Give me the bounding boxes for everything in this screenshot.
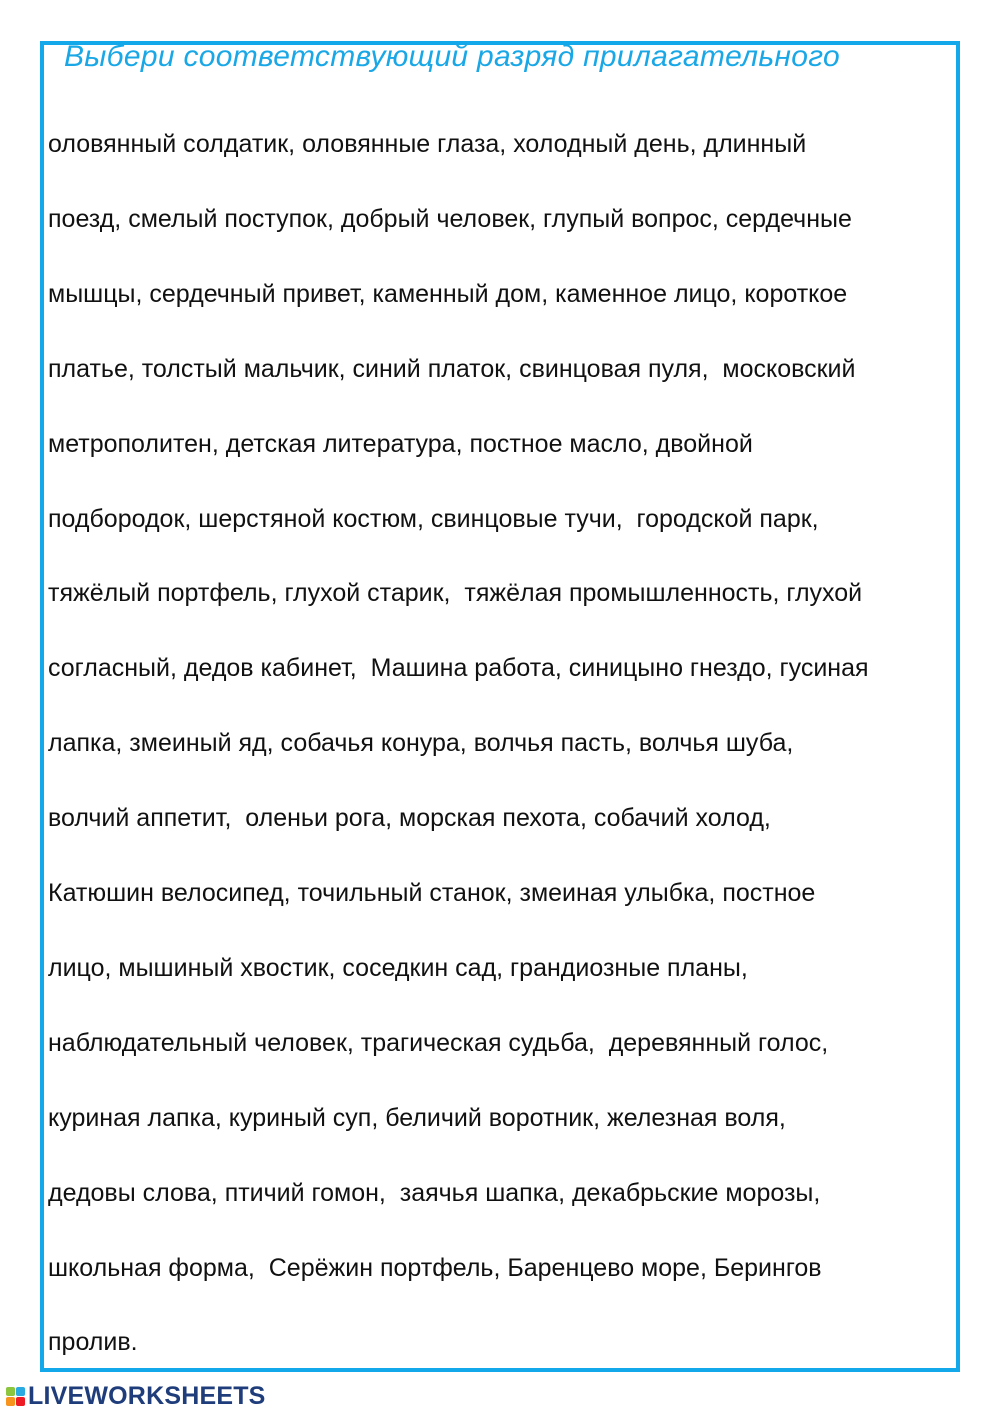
text-line: волчий аппетит, оленьи рога, морская пехота, собачий холод, xyxy=(48,804,771,833)
text-line: лапка, змеиный яд, собачья конура, волчья пасть, волчья шуба, xyxy=(48,729,794,758)
text-line: мышцы, сердечный привет, каменный дом, каменное лицо, короткое xyxy=(48,279,848,308)
text-line: пролив. xyxy=(48,1328,138,1357)
text-line: тяжёлый портфель, глухой старик, тяжёлая промышленность, глухой xyxy=(48,579,863,608)
text-line: поезд, смелый поступок, добрый человек, глупый вопрос, сердечные xyxy=(48,204,852,233)
text-line: метрополитен, детская литература, постное масло, двойной xyxy=(48,429,753,458)
logo-tiles-icon xyxy=(6,1387,25,1406)
text-line: лицо, мышиный хвостик, соседкин сад, грандиозные планы, xyxy=(48,953,748,982)
worksheet-title: Выбери соответствующий разряд прилагательного xyxy=(64,40,840,73)
text-line: дедовы слова, птичий гомон, заячья шапка, декабрьские морозы, xyxy=(48,1178,821,1207)
text-line: согласный, дедов кабинет, Машина работа, синицыно гнездо, гусиная xyxy=(48,654,869,683)
text-line: Катюшин велосипед, точильный станок, змеиная улыбка, постное xyxy=(48,879,816,907)
text-line: куриная лапка, куриный суп, беличий воротник, железная воля, xyxy=(48,1103,786,1132)
logo-text: LIVEWORKSHEETS xyxy=(28,1382,266,1410)
worksheet-frame xyxy=(40,41,960,1372)
liveworksheets-logo xyxy=(6,1382,266,1411)
text-line: платье, толстый мальчик, синий платок, свинцовая пуля, московский xyxy=(48,354,856,383)
text-line: оловянный солдатик, оловянные глаза, холодный день, длинный xyxy=(48,130,807,158)
text-line: школьная форма, Серёжин портфель, Баренцево море, Берингов xyxy=(48,1253,822,1282)
text-line: подбородок, шерстяной костюм, свинцовые тучи, городской парк, xyxy=(48,504,819,533)
text-line: наблюдательный человек, трагическая судьба, деревянный голос, xyxy=(48,1028,829,1057)
